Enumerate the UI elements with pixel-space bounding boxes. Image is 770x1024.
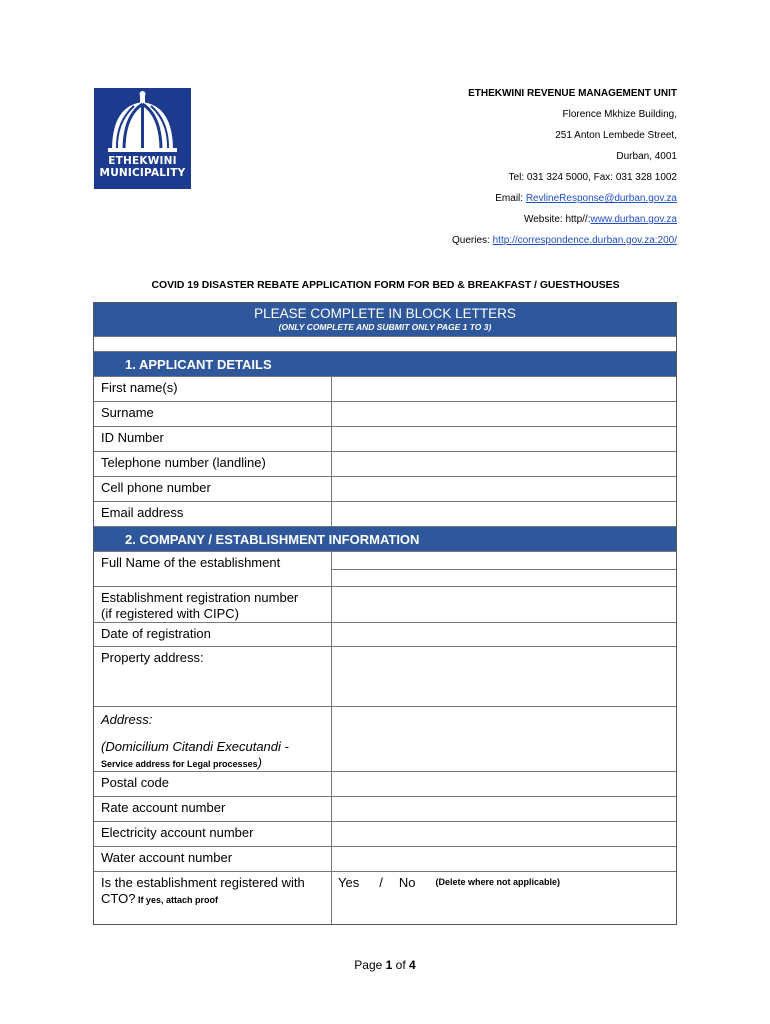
- table-row: [94, 586, 676, 622]
- table-row: [94, 622, 676, 646]
- table-row: [94, 376, 676, 401]
- field-label: [94, 872, 332, 924]
- building-name: Florence Mkhize Building,: [562, 109, 677, 120]
- table-row: [94, 796, 676, 821]
- slash-separator: /: [379, 875, 383, 890]
- table-row: [94, 501, 676, 526]
- establishment-name-input[interactable]: [332, 552, 676, 586]
- section-applicant-details: 1. APPLICANT DETAILS: [94, 351, 676, 376]
- close-paren: ): [257, 755, 262, 770]
- electricity-account-input[interactable]: [332, 822, 676, 846]
- table-row: [94, 426, 676, 451]
- rate-account-input[interactable]: [332, 797, 676, 821]
- registration-date-input[interactable]: [332, 623, 676, 646]
- form-title: COVID 19 DISASTER REBATE APPLICATION FORM FOR BED & BREAKFAST / GUESTHOUSES: [151, 280, 620, 291]
- field-label: [94, 707, 332, 771]
- field-label: Email address: [94, 502, 332, 526]
- field-label: Electricity account number: [94, 822, 332, 846]
- field-label: Surname: [94, 402, 332, 426]
- cto-note: If yes, attach proof: [135, 895, 218, 905]
- table-row: [94, 771, 676, 796]
- field-label: Cell phone number: [94, 477, 332, 501]
- cto-label: CTO?: [101, 891, 136, 906]
- field-label: First name(s): [94, 377, 332, 401]
- field-label: Postal code: [94, 772, 332, 796]
- logo-line2: MUNICIPALITY: [99, 167, 186, 179]
- revenue-unit-name: ETHEKWINI REVENUE MANAGEMENT UNIT: [468, 88, 677, 99]
- block-letters-banner: [94, 303, 676, 336]
- establishment-name-line-1[interactable]: [332, 552, 676, 569]
- no-option[interactable]: No: [398, 875, 416, 890]
- table-row: [94, 646, 676, 706]
- of-word: of: [392, 958, 410, 972]
- id-number-input[interactable]: [332, 427, 676, 451]
- field-label: ID Number: [94, 427, 332, 451]
- email-address-input[interactable]: [332, 502, 676, 526]
- cell-phone-input[interactable]: [332, 477, 676, 501]
- cto-answer-cell: [332, 872, 676, 924]
- field-label: Property address:: [94, 647, 332, 706]
- page-total: 4: [409, 958, 416, 972]
- domicilium-label: (Domicilium Citandi Executandi -: [101, 739, 289, 754]
- table-row: [94, 476, 676, 501]
- email-link[interactable]: RevlineResponse@durban.gov.za: [525, 193, 677, 204]
- field-label: Date of registration: [94, 623, 332, 646]
- banner-subtitle: (ONLY COMPLETE AND SUBMIT ONLY PAGE 1 TO 3): [278, 322, 492, 332]
- table-row: [94, 706, 676, 771]
- website-label: Website: http//:: [523, 214, 591, 225]
- banner-title: PLEASE COMPLETE IN BLOCK LETTERS: [254, 306, 516, 321]
- delete-note: (Delete where not applicable): [435, 877, 560, 887]
- page-number: [0, 958, 770, 972]
- section-company-information: 2. COMPANY / ESTABLISHMENT INFORMATION: [94, 526, 676, 551]
- field-label: Rate account number: [94, 797, 332, 821]
- queries-link[interactable]: http://correspondence.durban.gov.za:200/: [492, 235, 677, 246]
- queries-line: [257, 235, 677, 256]
- cto-question-line2: [101, 891, 331, 908]
- domicilium-address-input[interactable]: [332, 707, 676, 771]
- field-label: Water account number: [94, 847, 332, 871]
- municipality-logo: [94, 88, 191, 189]
- table-row: [94, 846, 676, 871]
- application-form-table: [93, 302, 677, 925]
- street-address: 251 Anton Lembede Street,: [555, 130, 677, 141]
- table-row: [94, 871, 676, 924]
- reg-number-note: (if registered with CIPC): [101, 606, 239, 621]
- page-current: 1: [385, 958, 393, 972]
- address-label: Address:: [101, 712, 153, 727]
- email-line: [257, 193, 677, 214]
- field-label: Telephone number (landline): [94, 452, 332, 476]
- table-row: [94, 821, 676, 846]
- field-label: [94, 587, 332, 622]
- water-account-input[interactable]: [332, 847, 676, 871]
- cto-question: Is the establishment registered with: [101, 875, 305, 890]
- table-row: [94, 401, 676, 426]
- table-row: [94, 451, 676, 476]
- telephone-input[interactable]: [332, 452, 676, 476]
- address-block: [257, 88, 677, 256]
- service-address-label: Service address for Legal processes: [101, 759, 258, 769]
- field-label: Full Name of the establishment: [94, 552, 332, 586]
- first-name-input[interactable]: [332, 377, 676, 401]
- postal-code-input[interactable]: [332, 772, 676, 796]
- tel-fax: Tel: 031 324 5000, Fax: 031 328 1002: [508, 172, 677, 183]
- website-link[interactable]: www.durban.gov.za: [590, 214, 677, 225]
- property-address-input[interactable]: [332, 647, 676, 706]
- logo-line1: ETHEKWINI: [108, 155, 177, 167]
- email-label: Email:: [495, 193, 526, 204]
- reg-number-label: Establishment registration number: [101, 590, 299, 605]
- registration-number-input[interactable]: [332, 587, 676, 622]
- surname-input[interactable]: [332, 402, 676, 426]
- spacer-row: [94, 336, 676, 351]
- service-address-line: [101, 755, 331, 772]
- queries-label: Queries:: [452, 235, 493, 246]
- table-row: [94, 551, 676, 586]
- page-word: Page: [354, 958, 386, 972]
- yes-option[interactable]: Yes: [338, 875, 360, 890]
- establishment-name-line-2[interactable]: [332, 569, 676, 587]
- city-postcode: Durban, 4001: [616, 151, 677, 162]
- website-line: [257, 214, 677, 235]
